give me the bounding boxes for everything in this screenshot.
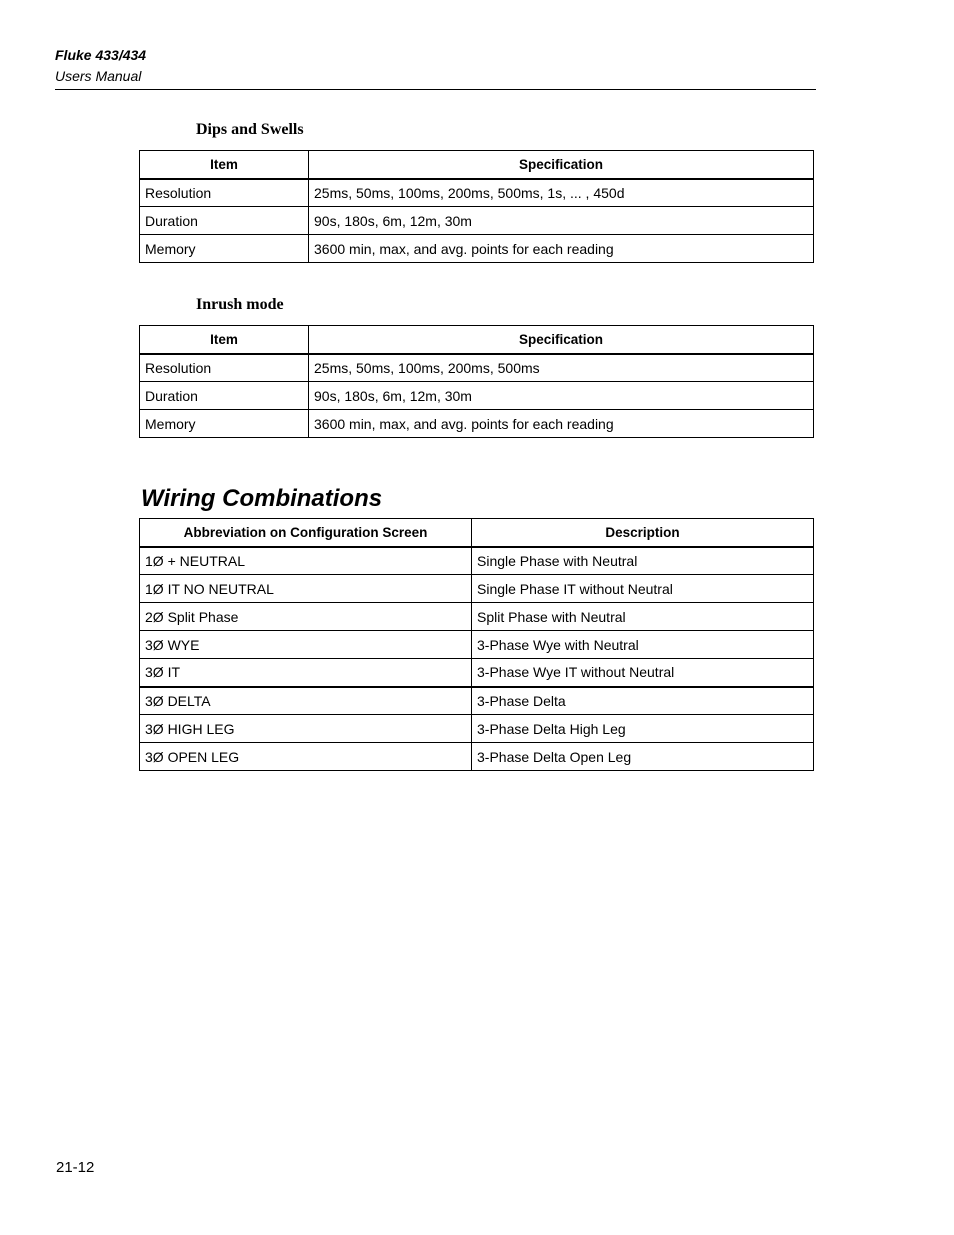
table-row (140, 382, 814, 410)
table-row (140, 410, 814, 438)
table-cell: 90s, 180s, 6m, 12m, 30m (309, 382, 814, 410)
table-row (140, 631, 814, 659)
table-row (140, 603, 814, 631)
column-header: Specification (309, 326, 814, 354)
table-cell: 3-Phase Wye IT without Neutral (472, 659, 814, 687)
table-cell: 25ms, 50ms, 100ms, 200ms, 500ms (309, 354, 814, 382)
table-cell: 3-Phase Delta High Leg (472, 715, 814, 743)
table-row (140, 207, 814, 235)
manual-subtitle: Users Manual (55, 68, 142, 84)
table-row (140, 659, 814, 687)
table-cell: Resolution (140, 179, 309, 207)
table-cell: Single Phase IT without Neutral (472, 575, 814, 603)
table-cell: 3600 min, max, and avg. points for each reading (309, 235, 814, 263)
column-header: Item (140, 326, 309, 354)
table-cell: 3Ø IT (140, 659, 472, 687)
inrush-heading: Inrush mode (196, 296, 284, 313)
table-cell: 3Ø WYE (140, 631, 472, 659)
table-cell: Resolution (140, 354, 309, 382)
table-cell: 3Ø HIGH LEG (140, 715, 472, 743)
page-number: 21-12 (56, 1159, 95, 1176)
table-cell: 2Ø Split Phase (140, 603, 472, 631)
column-header: Item (140, 151, 309, 179)
table-cell: 3-Phase Delta Open Leg (472, 743, 814, 771)
dips-swells-heading: Dips and Swells (196, 121, 304, 138)
table-cell: 3Ø DELTA (140, 687, 472, 715)
table-header-row (140, 326, 814, 354)
table-row (140, 687, 814, 715)
table-cell: 1Ø IT NO NEUTRAL (140, 575, 472, 603)
table-cell: 3Ø OPEN LEG (140, 743, 472, 771)
table-cell: Memory (140, 410, 309, 438)
table-cell: Duration (140, 207, 309, 235)
table-row (140, 743, 814, 771)
table-row (140, 715, 814, 743)
inrush-table (139, 325, 814, 438)
table-cell: 25ms, 50ms, 100ms, 200ms, 500ms, 1s, ... , 450d (309, 179, 814, 207)
table-row (140, 575, 814, 603)
table-cell: 3-Phase Wye with Neutral (472, 631, 814, 659)
table-row (140, 179, 814, 207)
wiring-table (139, 518, 814, 771)
table-cell: Memory (140, 235, 309, 263)
table-cell: 1Ø + NEUTRAL (140, 547, 472, 575)
column-header: Description (472, 519, 814, 547)
table-cell: Split Phase with Neutral (472, 603, 814, 631)
column-header: Abbreviation on Configuration Screen (140, 519, 472, 547)
table-cell: 90s, 180s, 6m, 12m, 30m (309, 207, 814, 235)
header-divider (55, 89, 816, 90)
table-cell: Duration (140, 382, 309, 410)
table-header-row (140, 519, 814, 547)
table-row (140, 235, 814, 263)
dips-swells-table (139, 150, 814, 263)
table-row (140, 354, 814, 382)
table-cell: Single Phase with Neutral (472, 547, 814, 575)
table-row (140, 547, 814, 575)
table-cell: 3-Phase Delta (472, 687, 814, 715)
manual-title: Fluke 433/434 (55, 47, 147, 63)
table-cell: 3600 min, max, and avg. points for each reading (309, 410, 814, 438)
column-header: Specification (309, 151, 814, 179)
table-header-row (140, 151, 814, 179)
wiring-combinations-title: Wiring Combinations (141, 485, 383, 512)
